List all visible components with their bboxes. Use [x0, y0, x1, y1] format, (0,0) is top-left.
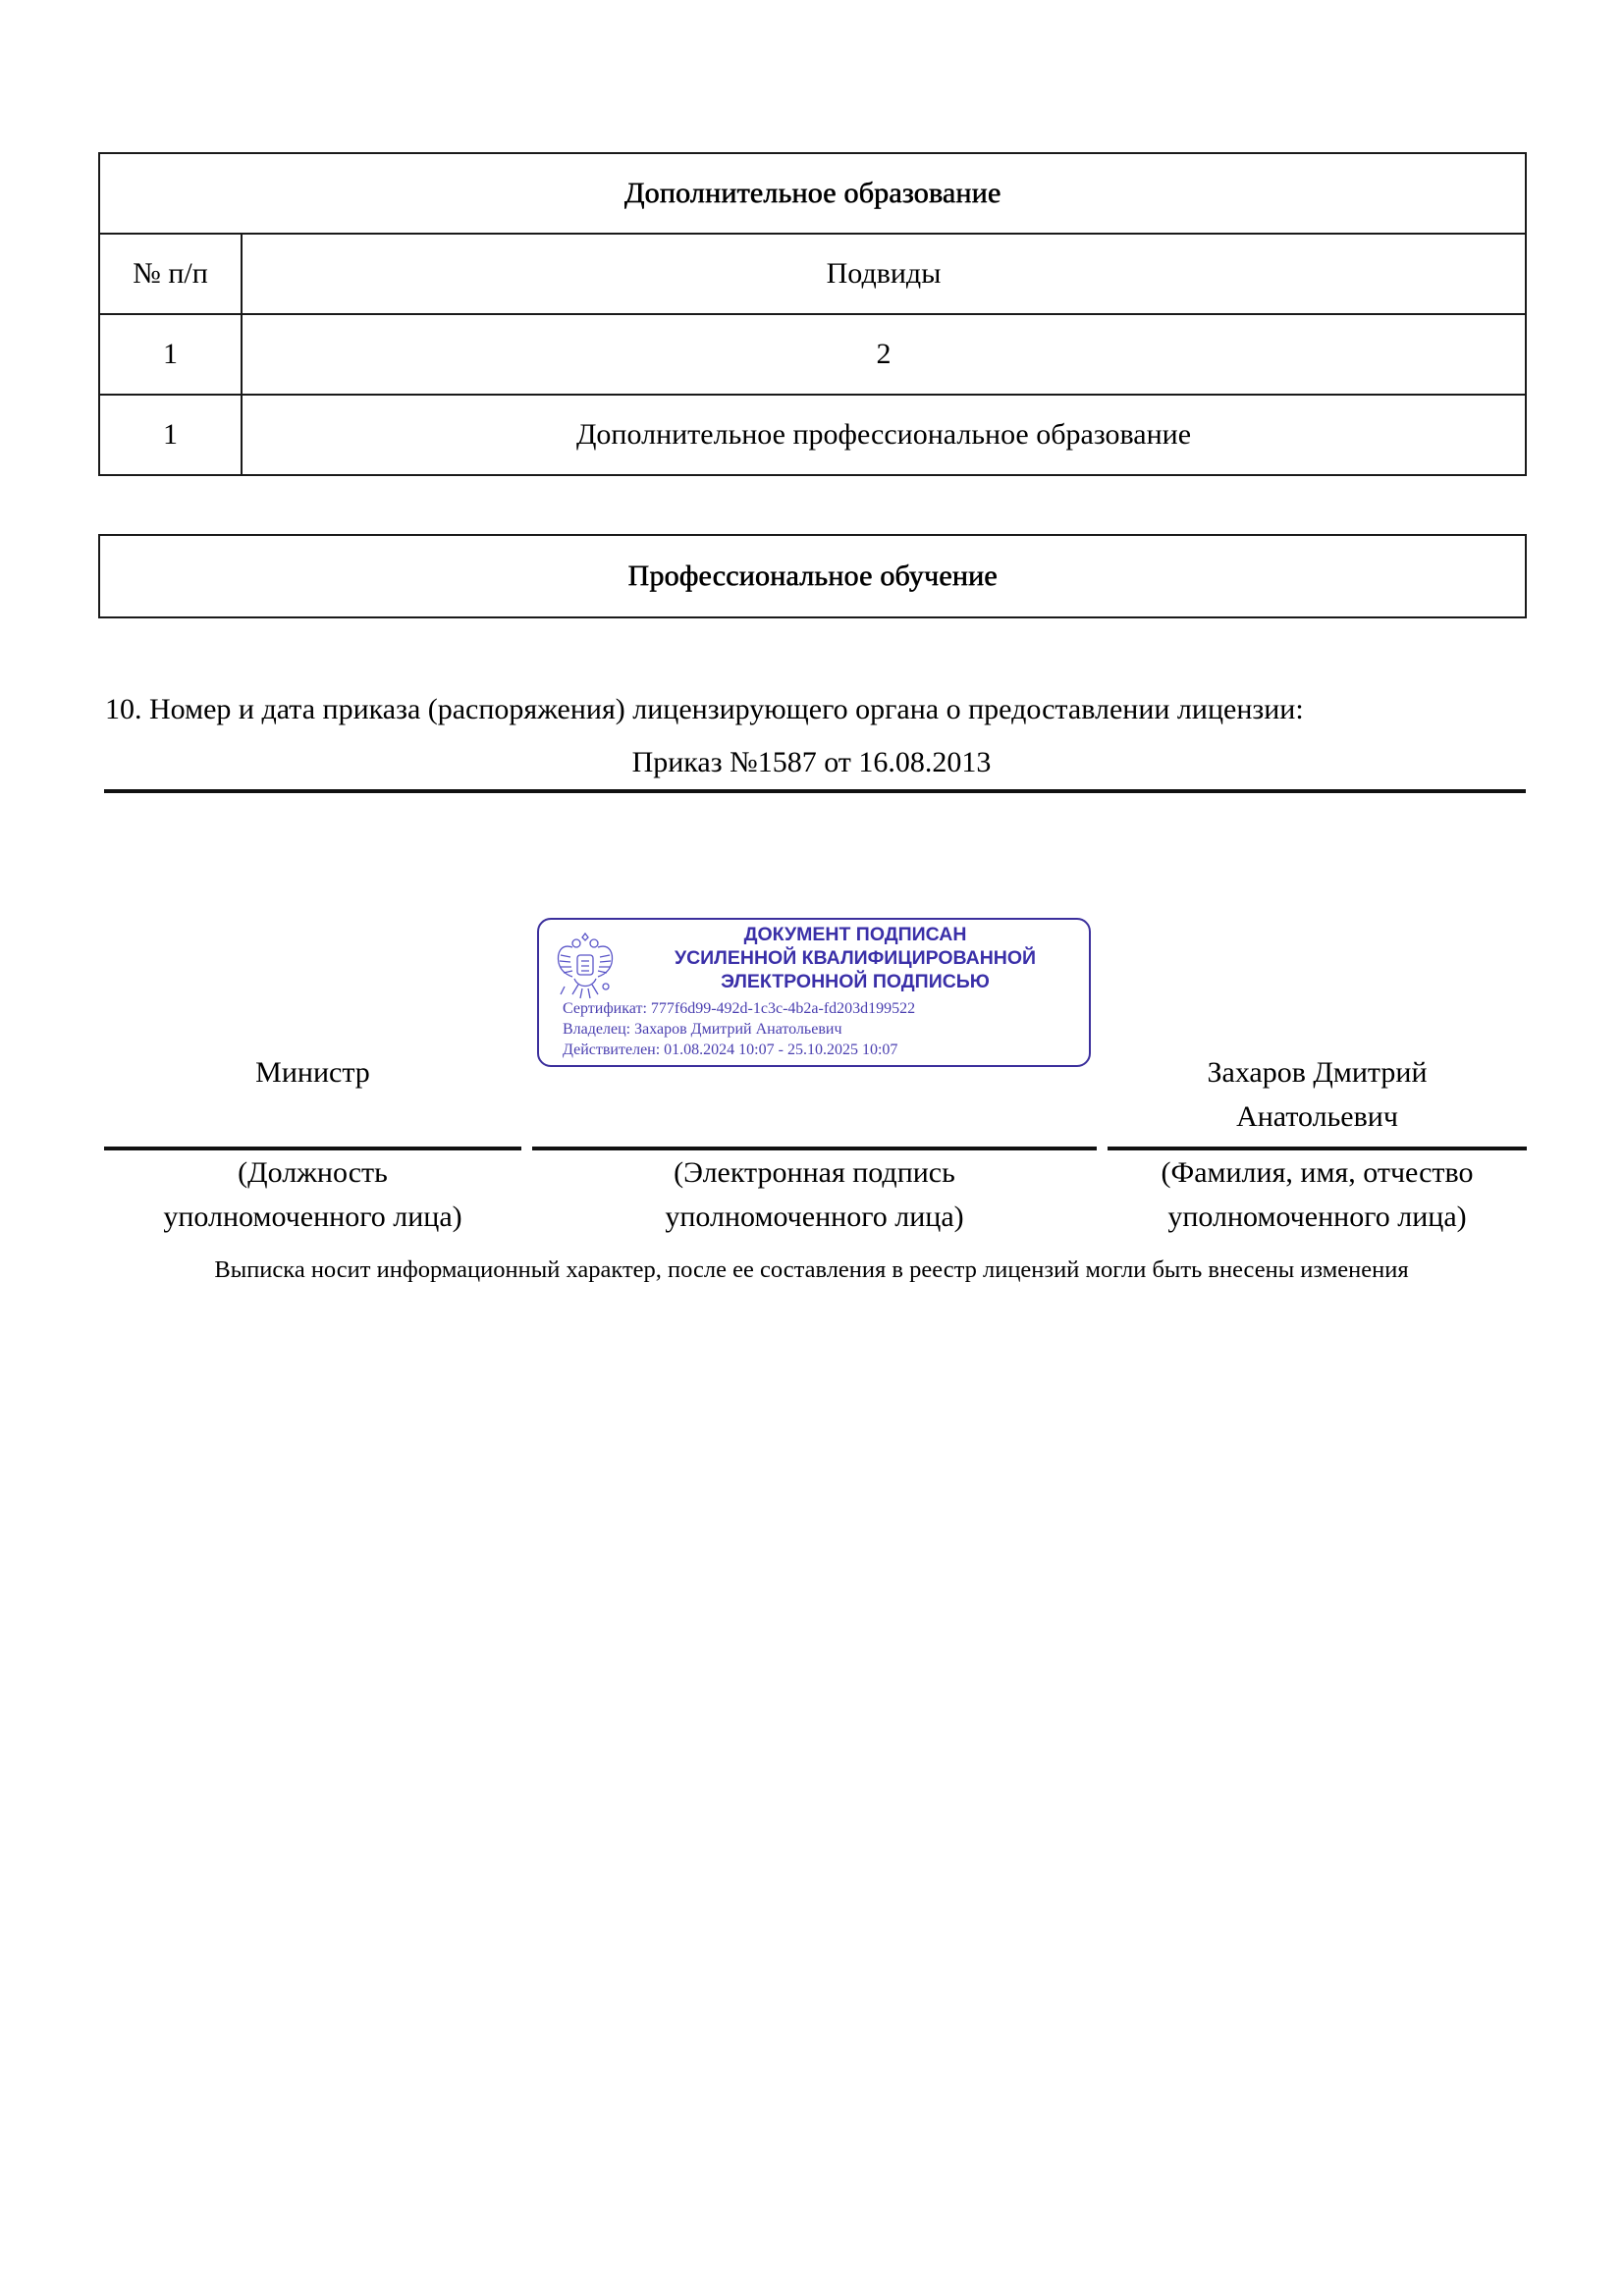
header-subtypes: Подвиды — [242, 234, 1526, 314]
signatory-position: Министр — [255, 1056, 370, 1089]
caption-full-name — [1108, 1150, 1527, 1239]
signatory-name-line1: Захаров Дмитрий — [1207, 1056, 1428, 1089]
caption-line: (Фамилия, имя, отчество — [1161, 1156, 1474, 1189]
item10-label: 10. Номер и дата приказа (распоряжения) лицензирующего органа о предоставлении лицензии: — [105, 693, 1304, 725]
stamp-valid-period: Действителен: 01.08.2024 10:07 - 25.10.2025 10:07 — [563, 1041, 898, 1058]
stamp-certificate: Сертификат: 777f6d99-492d-1c3c-4b2a-fd203d199522 — [563, 1000, 916, 1017]
order-underline — [104, 789, 1526, 793]
signatory-name-line2: Анатольевич — [1236, 1100, 1398, 1133]
order-value: Приказ №1587 от 16.08.2013 — [631, 746, 992, 778]
additional-education-table — [98, 152, 1527, 476]
header-number: № п/п — [99, 234, 242, 314]
caption-line: уполномоченного лица) — [1167, 1201, 1467, 1233]
stamp-heading-line: ЭЛЕКТРОННОЙ ПОДПИСЬЮ — [721, 971, 990, 992]
caption-line: (Электронная подпись — [674, 1156, 955, 1189]
caption-position — [104, 1150, 521, 1239]
column-number-1: 1 — [99, 314, 242, 395]
professional-training-box — [98, 534, 1527, 618]
e-signature-stamp — [537, 918, 1091, 1067]
stamp-heading-line: УСИЛЕННОЙ КВАЛИФИЦИРОВАННОЙ — [674, 947, 1037, 969]
caption-line: уполномоченного лица) — [163, 1201, 462, 1233]
table-row — [99, 395, 1526, 475]
signatory-name — [1108, 1050, 1527, 1139]
caption-line: уполномоченного лица) — [665, 1201, 964, 1233]
stamp-heading — [627, 923, 1083, 993]
caption-line: (Должность — [238, 1156, 388, 1189]
row-subtype: Дополнительное профессиональное образование — [242, 395, 1526, 475]
row-number: 1 — [99, 395, 242, 475]
disclaimer-footnote: Выписка носит информационный характер, после ее составления в реестр лицензий могли быть внесены изменения — [214, 1256, 1409, 1283]
stamp-owner: Владелец: Захаров Дмитрий Анатольевич — [563, 1021, 842, 1038]
professional-training-title: Профессиональное обучение — [627, 560, 998, 592]
coat-of-arms-icon — [553, 930, 618, 1002]
table-title: Дополнительное образование — [99, 153, 1526, 234]
column-number-2: 2 — [242, 314, 1526, 395]
caption-e-signature — [532, 1150, 1097, 1239]
stamp-heading-line: ДОКУМЕНТ ПОДПИСАН — [743, 924, 967, 945]
